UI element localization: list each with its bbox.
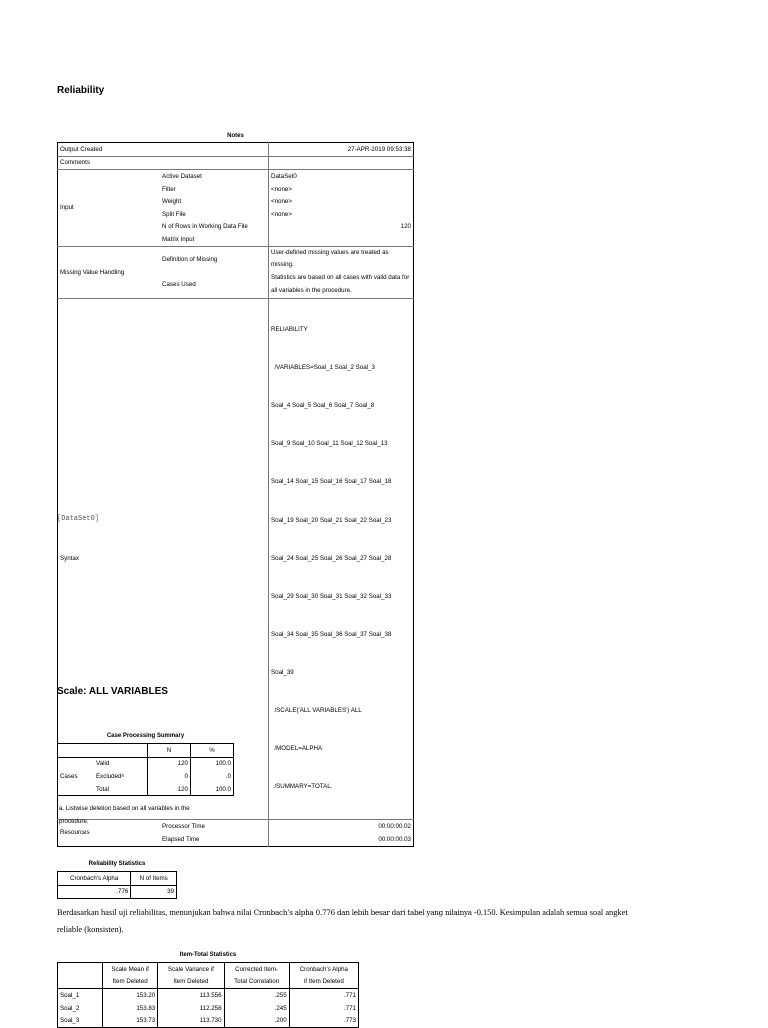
- syntax-line: Soal_34 Soal_35 Soal_36 Soal_37 Soal_38: [271, 630, 392, 638]
- result-paragraph: [57, 904, 727, 938]
- output-created-label: Output Created: [60, 145, 103, 153]
- reliability-stats-table: [57, 871, 177, 899]
- scale-heading: Scale: ALL VARIABLES: [57, 686, 168, 697]
- case-summary-table: [57, 743, 234, 796]
- syntax-line: Soal_4 Soal_5 Soal_6 Soal_7 Soal_8: [271, 402, 375, 410]
- syntax-line: /SCALE('ALL VARIABLES') ALL: [271, 707, 362, 715]
- n-rows-label: N of Rows in Working Data File: [162, 223, 248, 231]
- split-file-label: Split File: [162, 210, 186, 218]
- filter-label: Filter: [162, 185, 176, 193]
- table-row: [58, 1014, 359, 1027]
- table-row: [58, 989, 359, 1002]
- paragraph-part-1: Berdasarkan hasil uji reliabilitas, menunjukan bahwa nilai: [57, 908, 254, 917]
- table-row: [58, 1002, 359, 1015]
- row-pct: 100.0: [191, 783, 234, 796]
- processor-time-label: Processor Time: [160, 820, 269, 833]
- paragraph-part-3: -0.150. Kesimpulan adalah semua soal angket: [471, 908, 628, 917]
- cases-used-value: Statistics are based on all cases with valid data for all variables in the procedure.: [269, 272, 414, 298]
- elapsed-time-value: 00:00:00.03: [269, 833, 414, 846]
- matrix-input-label: Matrix Input: [162, 235, 195, 243]
- cases-label: Cases: [58, 757, 95, 796]
- syntax-line: Soal_19 Soal_20 Soal_21 Soal_22 Soal_23: [271, 516, 392, 524]
- row-name: Soal_1: [58, 989, 103, 1002]
- row-mean: 153.83: [103, 1002, 158, 1015]
- row-pct: .0: [191, 770, 234, 783]
- syntax-line: /VARIABLES=Soal_1 Soal_2 Soal_3: [271, 364, 375, 372]
- alpha-value: .776: [58, 885, 131, 899]
- split-file-value: <none>: [269, 208, 414, 221]
- row-mean: 153.20: [103, 989, 158, 1002]
- active-dataset-label: Active Dataset: [160, 170, 269, 183]
- syntax-line: Soal_24 Soal_25 Soal_26 Soal_27 Soal_28: [271, 554, 392, 562]
- case-summary-footnote-2: procedure.: [59, 818, 89, 825]
- row-label: Excludedᵃ: [94, 770, 148, 783]
- weight-label: Weight: [162, 198, 182, 206]
- comments-label: Comments: [58, 156, 269, 170]
- definition-missing-value: User-defined missing values are treated as missing.: [269, 246, 414, 272]
- input-label: Input: [58, 170, 161, 247]
- row-label: Total: [94, 783, 148, 796]
- row-name: Soal_2: [58, 1002, 103, 1015]
- syntax-line: /MODEL=ALPHA: [271, 745, 323, 753]
- header-corr: Corrected Item-: [224, 963, 289, 976]
- header-var-2: Item Deleted: [158, 976, 224, 989]
- row-alpha: .771: [289, 989, 358, 1002]
- dataset-tag: [DataSet0]: [57, 515, 100, 523]
- row-var: 112.258: [158, 1002, 224, 1015]
- n-rows-value: 120: [269, 221, 414, 234]
- paragraph-line-2: reliable (konsisten).: [57, 925, 124, 934]
- items-value: 39: [131, 885, 177, 899]
- case-summary-footnote: a. Listwise deletion based on all variables in the: [59, 805, 190, 812]
- table-row: [58, 757, 234, 770]
- case-summary-title: Case Processing Summary: [106, 733, 185, 739]
- row-var: 113.730: [158, 1014, 224, 1027]
- col-pct-header: %: [191, 744, 234, 758]
- header-mean: Scale Mean if: [103, 963, 158, 976]
- header-mean-2: Item Deleted: [103, 976, 158, 989]
- table-row: [58, 885, 177, 899]
- resources-label: Resources: [58, 820, 161, 846]
- header-corr-2: Total Correlation: [224, 976, 289, 989]
- row-alpha: .773: [289, 1014, 358, 1027]
- paragraph-part-2: Cronbach’s alpha 0.776 dan lebih besar dari tabel yang nilainya: [253, 908, 472, 917]
- syntax-line: Soal_14 Soal_15 Soal_16 Soal_17 Soal_18: [271, 478, 392, 486]
- syntax-line: Soal_39: [271, 668, 294, 676]
- active-dataset-value: DataSet0: [269, 170, 414, 183]
- row-alpha: .771: [289, 1002, 358, 1015]
- processor-time-value: 00:00:00.02: [269, 820, 414, 833]
- item-total-table: [57, 962, 359, 1028]
- definition-missing-label: Definition of Missing: [160, 246, 269, 272]
- elapsed-time-label: Elapsed Time: [162, 835, 200, 843]
- row-n: 0: [148, 770, 191, 783]
- reliability-stats-title: Reliability Statistics: [88, 861, 146, 867]
- row-corr: .200: [224, 1014, 289, 1027]
- filter-value: <none>: [269, 183, 414, 196]
- row-var: 113.556: [158, 989, 224, 1002]
- row-n: 120: [148, 757, 191, 770]
- syntax-line: Soal_29 Soal_30 Soal_31 Soal_32 Soal_33: [271, 592, 392, 600]
- row-mean: 153.73: [103, 1014, 158, 1027]
- cases-used-label: Cases Used: [162, 281, 196, 289]
- row-label: Valid: [94, 757, 148, 770]
- row-n: 120: [148, 783, 191, 796]
- reliability-heading: Reliability: [57, 85, 105, 96]
- syntax-label: Syntax: [58, 298, 269, 820]
- row-corr: .255: [224, 989, 289, 1002]
- notes-title: Notes: [227, 133, 244, 139]
- weight-value: <none>: [269, 195, 414, 208]
- header-var: Scale Variance if: [158, 963, 224, 976]
- row-name: Soal_3: [58, 1014, 103, 1027]
- syntax-line: /SUMMARY=TOTAL.: [271, 783, 333, 791]
- header-alpha: Cronbach's Alpha: [289, 963, 358, 976]
- syntax-block: [269, 298, 414, 820]
- notes-table: [57, 142, 414, 847]
- header-alpha-2: if Item Deleted: [289, 976, 358, 989]
- item-total-title: Item-Total Statistics: [179, 952, 237, 958]
- row-corr: .245: [224, 1002, 289, 1015]
- missing-label: Missing Value Handling: [58, 246, 161, 298]
- col-items-header: N of Items: [131, 872, 177, 886]
- col-alpha-header: Cronbach's Alpha: [58, 872, 131, 886]
- syntax-line: RELIABILITY: [271, 325, 308, 333]
- col-n-header: N: [148, 744, 191, 758]
- output-created-value: 27-APR-2019 09:53:38: [269, 143, 414, 157]
- row-pct: 100.0: [191, 757, 234, 770]
- syntax-line: Soal_9 Soal_10 Soal_11 Soal_12 Soal_13: [271, 440, 388, 448]
